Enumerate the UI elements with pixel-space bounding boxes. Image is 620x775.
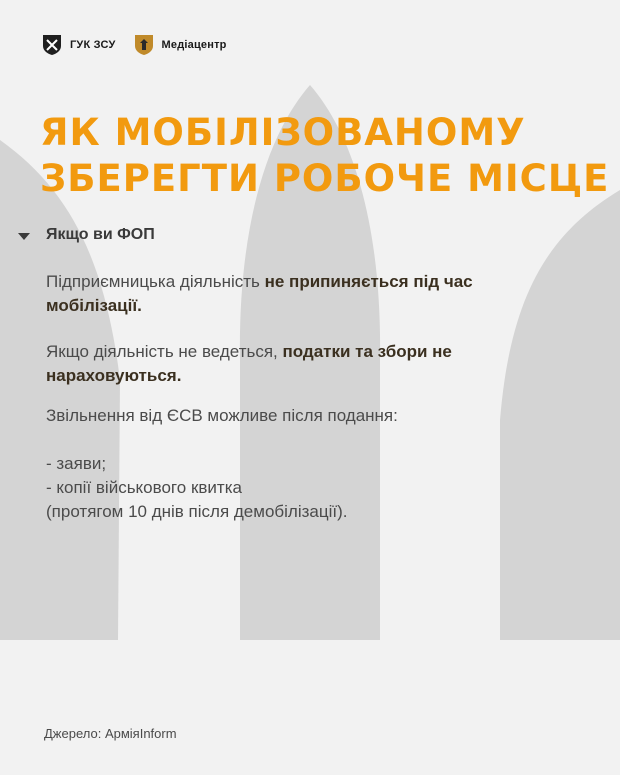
caret-down-icon (18, 233, 30, 240)
list-item: (протягом 10 днів після демобілізації). (46, 502, 348, 521)
logo-guk-zsu (42, 34, 116, 56)
paragraph-taxes (46, 340, 566, 388)
document-list (46, 452, 566, 524)
paragraph-esv (46, 404, 566, 428)
source-credit: Джерело: АрміяInform (44, 726, 177, 741)
section-header[interactable] (18, 226, 155, 244)
page-title (40, 110, 609, 202)
gear-shield-icon (42, 34, 62, 56)
eagle-shield-icon (134, 34, 154, 56)
paragraph-entrepreneurship (46, 270, 566, 318)
list-item: - заяви; (46, 454, 107, 473)
section-label: Якщо ви ФОП (46, 226, 155, 243)
org1-name: ГУК ЗСУ (70, 39, 116, 51)
logo-mediacentr (134, 34, 227, 56)
title-line-1: ЯК МОБІЛІЗОВАНОМУ (40, 111, 526, 154)
org2-name: Медіацентр (161, 39, 227, 51)
title-line-2: ЗБЕРЕГТИ РОБОЧЕ МІСЦЕ (40, 157, 610, 200)
list-item: - копії військового квитка (46, 478, 242, 497)
paragraph1-text: Підприємницька діяльність (46, 272, 265, 291)
paragraph2-bold: податки та збори не нараховуються. (46, 342, 452, 385)
header-logos (42, 34, 227, 56)
paragraph1-bold: не припиняється під час мобілізації. (46, 272, 473, 315)
paragraph2-text: Якщо діяльність не ведеться, (46, 342, 283, 361)
paragraph3-text: Звільнення від ЄСВ можливе після подання: (46, 406, 398, 425)
